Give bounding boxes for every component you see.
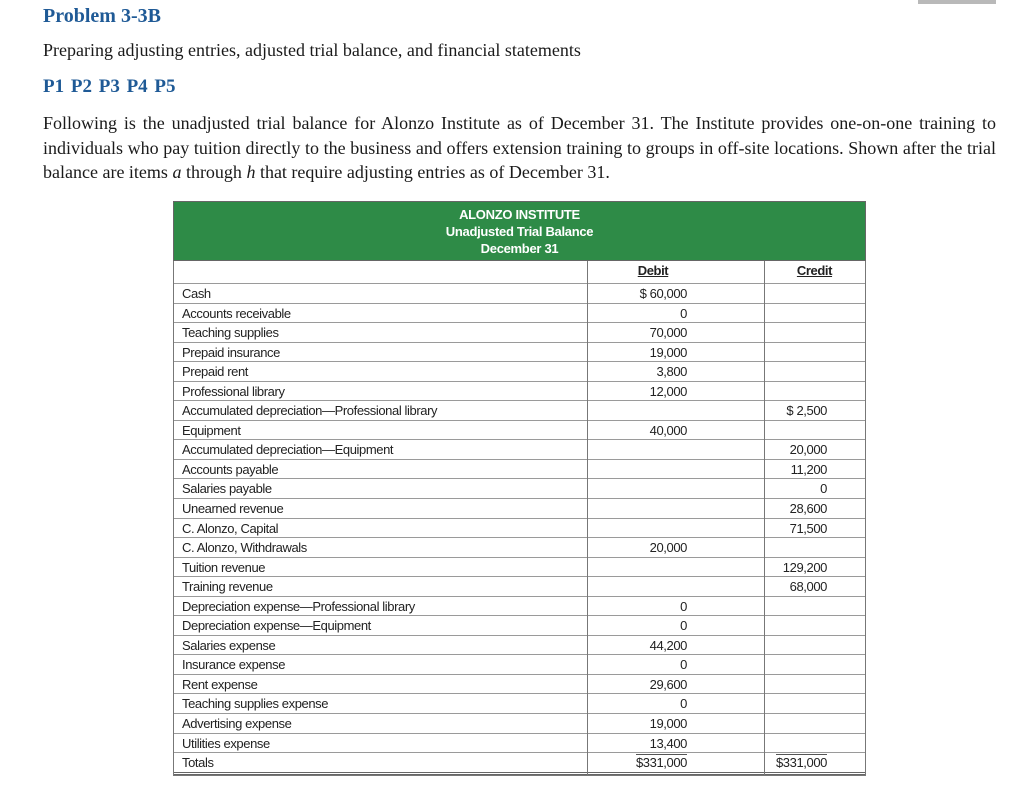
credit-cell: 20,000 (789, 442, 827, 458)
credit-cell (764, 538, 865, 557)
debit-cell (587, 401, 764, 420)
trial-balance-body (173, 261, 866, 776)
credit-cell: $ 2,500 (786, 403, 827, 419)
table-row (174, 655, 865, 675)
debit-cell (587, 519, 764, 538)
intro-item-a: a (172, 162, 182, 182)
debit-cell (587, 479, 764, 498)
account-cell: Accumulated depreciation—Equipment (182, 442, 394, 458)
top-decorative-rule (918, 0, 996, 4)
table-row (174, 284, 865, 304)
account-cell: Depreciation expense—Professional library (182, 598, 415, 614)
totals-label: Totals (182, 755, 214, 771)
account-cell: Prepaid insurance (182, 344, 280, 360)
credit-cell (764, 675, 865, 694)
problem-subtitle: Preparing adjusting entries, adjusted trial balance, and financial statements (43, 40, 581, 60)
credit-cell (764, 343, 865, 362)
table-row (174, 479, 865, 499)
table-row (174, 636, 865, 656)
totals-debit-value: $331,000 (635, 755, 687, 771)
column-header-row (174, 261, 865, 284)
intro-text-1: Following is the unadjusted trial balance for Alonzo Institute as of December 31. The Institute provides one-on-one training to individuals who pay tuition directly to the business and offers extension training to groups in off-site locations. Shown after the trial balance are items (43, 113, 996, 182)
account-cell: Insurance expense (182, 657, 286, 673)
table-row (174, 401, 865, 421)
totals-row (174, 753, 865, 775)
debit-cell: $ 60,000 (639, 286, 687, 301)
table-row (174, 538, 865, 558)
table-row (174, 362, 865, 382)
table-row (174, 519, 865, 539)
debit-cell: 3,800 (656, 364, 687, 380)
debit-cell (587, 460, 764, 479)
debit-cell: 20,000 (649, 540, 687, 556)
intro-text-3: that require adjusting entries as of December 31. (255, 162, 610, 182)
intro-text-2: through (181, 162, 247, 182)
account-cell: Teaching supplies (182, 325, 279, 341)
account-cell: Tuition revenue (182, 559, 266, 575)
debit-cell (587, 440, 764, 459)
table-row (174, 734, 865, 754)
account-cell: Equipment (182, 422, 241, 438)
debit-cell: 19,000 (649, 716, 687, 732)
trial-balance-table (173, 201, 866, 776)
table-row (174, 343, 865, 363)
account-rows (174, 284, 865, 753)
account-column-header (174, 261, 587, 283)
table-row (174, 440, 865, 460)
debit-cell: 19,000 (649, 344, 687, 360)
credit-cell: 0 (820, 481, 827, 497)
debit-cell: 0 (680, 696, 687, 712)
table-row (174, 460, 865, 480)
company-name: ALONZO INSTITUTE (459, 207, 580, 222)
account-cell: Teaching supplies expense (182, 696, 329, 712)
credit-cell: 71,500 (789, 520, 827, 536)
debit-cell: 44,200 (649, 637, 687, 653)
debit-cell (587, 577, 764, 596)
account-cell: Professional library (182, 383, 285, 399)
credit-cell (764, 636, 865, 655)
credit-cell (764, 734, 865, 753)
account-cell: Advertising expense (182, 716, 292, 732)
table-row (174, 616, 865, 636)
credit-cell (764, 362, 865, 381)
account-cell: Accounts payable (182, 461, 279, 477)
account-cell: Salaries expense (182, 637, 276, 653)
learning-objectives: P1 P2 P3 P4 P5 (43, 76, 176, 97)
credit-cell (764, 616, 865, 635)
statement-name: Unadjusted Trial Balance (445, 224, 594, 239)
credit-header-label: Credit (796, 263, 833, 278)
credit-cell (764, 597, 865, 616)
debit-cell: 29,600 (649, 676, 687, 692)
table-row (174, 499, 865, 519)
table-row (174, 323, 865, 343)
credit-cell: 129,200 (782, 559, 827, 575)
debit-column-header (587, 261, 764, 283)
credit-cell: 11,200 (790, 461, 827, 477)
debit-cell: 0 (680, 598, 687, 614)
statement-date: December 31 (480, 241, 559, 256)
problem-intro (43, 111, 996, 185)
table-row (174, 577, 865, 597)
credit-cell (764, 382, 865, 401)
credit-cell (764, 323, 865, 342)
credit-cell (764, 304, 865, 323)
credit-column-header (764, 261, 865, 283)
debit-cell: 0 (680, 618, 687, 634)
table-row (174, 558, 865, 578)
account-cell: Rent expense (182, 676, 258, 692)
debit-cell: 0 (680, 305, 687, 321)
credit-cell (764, 714, 865, 733)
debit-cell: 12,000 (649, 383, 687, 399)
table-row (174, 421, 865, 441)
account-cell: Cash (182, 286, 211, 301)
debit-header-label: Debit (637, 263, 669, 278)
account-cell: Depreciation expense—Equipment (182, 618, 371, 634)
intro-item-h: h (246, 162, 256, 182)
problem-title: Problem 3-3B (43, 5, 161, 27)
debit-cell: 13,400 (649, 735, 687, 751)
totals-credit (764, 753, 865, 772)
debit-cell: 0 (680, 657, 687, 673)
totals-credit-value: $331,000 (775, 755, 827, 771)
credit-cell: 28,600 (789, 501, 827, 517)
table-row (174, 675, 865, 695)
account-cell: Unearned revenue (182, 501, 284, 517)
table-row (174, 597, 865, 617)
account-cell: C. Alonzo, Capital (182, 520, 279, 536)
account-cell: Accounts receivable (182, 305, 291, 321)
account-cell: C. Alonzo, Withdrawals (182, 540, 307, 556)
account-cell: Prepaid rent (182, 364, 249, 380)
account-cell: Training revenue (182, 579, 273, 595)
credit-cell (764, 284, 865, 303)
debit-cell (587, 499, 764, 518)
totals-debit (587, 753, 764, 772)
table-row (174, 714, 865, 734)
table-row (174, 304, 865, 324)
debit-cell: 70,000 (649, 325, 687, 341)
debit-cell (587, 558, 764, 577)
credit-cell (764, 694, 865, 713)
credit-cell (764, 655, 865, 674)
account-cell: Salaries payable (182, 481, 272, 497)
credit-cell: 68,000 (789, 579, 827, 595)
debit-cell: 40,000 (649, 422, 687, 438)
table-row (174, 694, 865, 714)
credit-cell (764, 421, 865, 440)
trial-balance-header (173, 201, 866, 261)
account-cell: Accumulated depreciation—Professional library (182, 403, 438, 419)
account-cell: Utilities expense (182, 735, 270, 751)
table-row (174, 382, 865, 402)
